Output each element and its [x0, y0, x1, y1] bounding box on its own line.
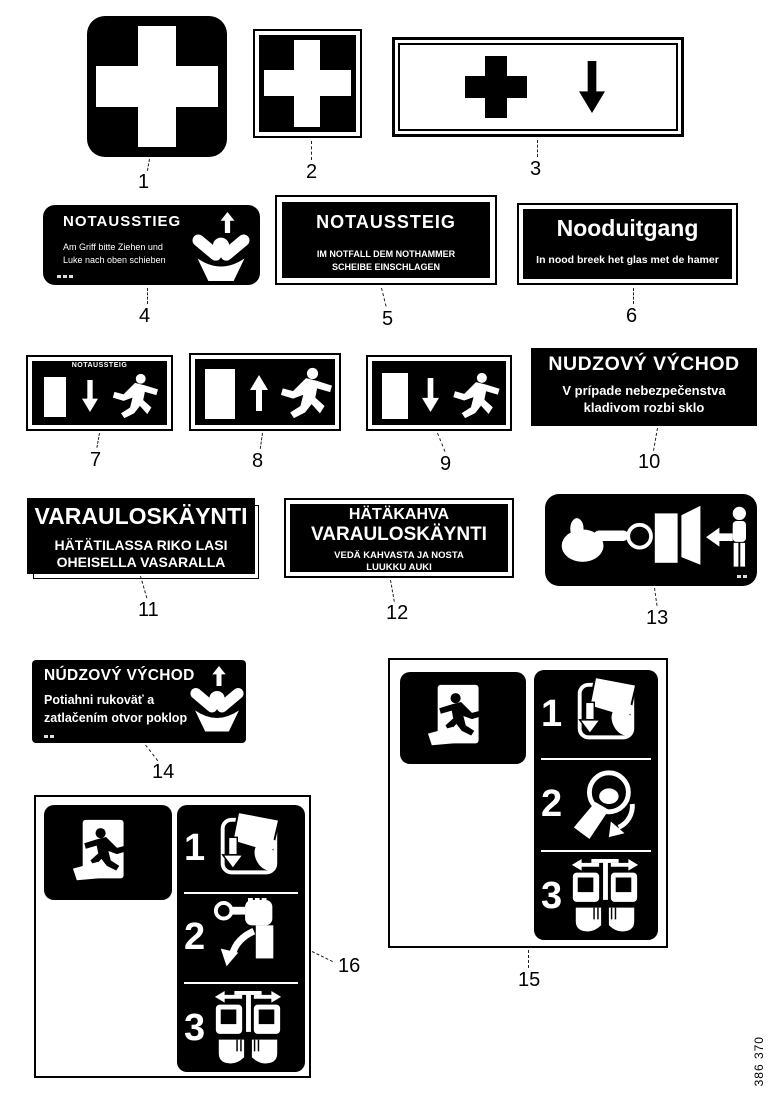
down-arrow-icon — [422, 371, 439, 419]
sign-line: Luke nach oben schieben — [63, 255, 166, 265]
sign-line: IM NOTFALL DEM NOTHAMMER — [316, 249, 456, 259]
turn-lever-icon — [211, 898, 285, 976]
sign-line: SCHEIBE EINSCHLAGEN — [331, 262, 440, 272]
exit-doorway-icon — [426, 681, 500, 755]
leader-line — [528, 950, 529, 968]
pointing-hand-icon — [562, 518, 629, 562]
figure-number: 386 370 — [752, 1036, 766, 1087]
push-hatch-person-icon — [190, 687, 244, 732]
sign-line: VEDÄ KAHVASTA JA NOSTA — [334, 550, 464, 561]
sign-face — [30, 359, 169, 427]
leader-line — [147, 288, 148, 304]
step-3-row — [177, 986, 305, 1070]
sign-title: NOTAUSSTIEG — [63, 213, 182, 230]
sign-varauloskaynti — [27, 498, 255, 574]
sign-first-aid-small — [253, 29, 362, 138]
instruction-panel-16 — [34, 795, 311, 1078]
sign-title: Nooduitgang — [556, 215, 699, 241]
step-1-row — [534, 672, 658, 756]
fine-print-marks — [44, 735, 54, 738]
sign-face — [290, 504, 508, 572]
sign-line: OHEISELLA VASARALLA — [56, 554, 226, 570]
sign-line: kladivom rozbi sklo — [583, 400, 705, 415]
step-number: 1 — [184, 827, 206, 869]
sign-title: NÚDZOVÝ VÝCHOD — [44, 667, 195, 684]
open-door-icon — [655, 506, 701, 565]
step-2-row — [177, 895, 305, 979]
up-arrow-icon — [220, 212, 235, 233]
callout-1: 1 — [138, 171, 150, 193]
sign-exit-down-titled — [26, 355, 173, 431]
leader-line — [145, 745, 158, 761]
leader-line — [381, 288, 387, 307]
step-3-row — [534, 854, 658, 938]
fine-print-marks — [737, 575, 747, 578]
callout-7: 7 — [90, 449, 102, 471]
exit-sign-block — [400, 672, 526, 764]
sign-line: zatlačením otvor poklop — [44, 711, 188, 725]
left-arrow-icon — [706, 528, 733, 547]
press-button-pictogram — [553, 502, 749, 578]
callout-4: 4 — [139, 305, 151, 327]
step-number: 1 — [541, 692, 563, 735]
step-divider — [184, 982, 298, 984]
callout-5: 5 — [382, 308, 394, 330]
sign-line: Potiahni rukoväť a — [44, 693, 155, 707]
leader-line — [633, 288, 634, 304]
leader-line — [311, 141, 312, 160]
leader-line — [654, 588, 657, 606]
leader-line — [653, 428, 658, 451]
leader-line — [140, 576, 147, 598]
step-divider — [184, 892, 298, 894]
up-arrow-icon — [250, 367, 268, 419]
callout-16: 16 — [338, 955, 361, 977]
sign-title: NUDZOVÝ VÝCHOD — [548, 353, 740, 375]
sign-face — [193, 357, 337, 427]
sign-title: VARAULOSKÄYNTI — [311, 524, 487, 545]
pull-cover-icon — [568, 675, 642, 753]
sign-title: NOTAUSSTEIG — [71, 362, 128, 369]
callout-2: 2 — [306, 161, 318, 183]
step-number: 2 — [184, 915, 206, 958]
sign-title: NOTAUSSTEIG — [316, 212, 456, 232]
leader-line — [390, 580, 395, 602]
sign-face — [370, 359, 508, 427]
door-icon — [44, 377, 66, 417]
running-person-icon — [277, 367, 335, 419]
callout-10: 10 — [638, 451, 661, 473]
sign-face — [259, 35, 356, 132]
door-icon — [382, 373, 408, 419]
sign-press-button-door — [545, 494, 757, 586]
exit-doorway-icon — [71, 816, 145, 890]
callout-6: 6 — [626, 305, 638, 327]
sign-nudzovy-vychod-hatch — [32, 660, 246, 743]
sign-line: HÄTÄTILASSA RIKO LASI — [54, 537, 228, 553]
up-arrow-icon — [212, 666, 226, 686]
pull-cover-icon — [211, 810, 285, 888]
door-icon — [205, 369, 235, 419]
sign-inner-frame — [398, 43, 678, 131]
callout-3: 3 — [530, 158, 542, 180]
leader-line — [312, 951, 333, 962]
leader-line — [147, 159, 150, 171]
running-person-icon — [448, 372, 504, 419]
sign-first-aid-below — [392, 37, 684, 137]
push-hatch-person-icon — [191, 234, 251, 281]
sign-exit-down — [366, 355, 512, 431]
sign-line: LUUKKU AUKI — [366, 562, 432, 573]
sign-hatakahva — [284, 498, 514, 578]
steps-block — [177, 805, 305, 1072]
sign-nudzovy-vychod — [531, 348, 757, 426]
standing-person-icon — [733, 507, 746, 567]
step-2-row — [534, 762, 658, 846]
running-person-icon — [108, 373, 162, 419]
callout-9: 9 — [440, 453, 452, 475]
sign-exit-up — [189, 353, 341, 431]
sign-face — [282, 202, 490, 278]
leader-line — [260, 433, 263, 449]
push-doors-apart-icon — [211, 989, 285, 1067]
callout-13: 13 — [646, 607, 669, 629]
step-divider — [541, 758, 651, 760]
sign-line: V prípade nebezpečenstva — [562, 383, 726, 398]
step-divider — [541, 850, 651, 852]
leader-line — [437, 433, 445, 452]
button-icon — [628, 525, 651, 548]
sign-notaussteig-hammer — [275, 195, 497, 285]
first-aid-cross-icon — [87, 16, 227, 157]
step-number: 3 — [541, 874, 563, 917]
sign-face — [523, 209, 732, 279]
steps-block — [534, 670, 658, 940]
push-doors-apart-icon — [568, 857, 642, 935]
leader-line — [96, 433, 100, 448]
sign-line: In nood breek het glas met de hamer — [536, 254, 719, 266]
sign-line: Am Griff bitte Ziehen und — [63, 242, 163, 252]
first-aid-cross-icon — [259, 35, 356, 132]
step-number: 2 — [541, 782, 563, 825]
callout-14: 14 — [152, 761, 175, 783]
fine-print-marks — [57, 275, 73, 278]
sign-title: VARAULOSKÄYNTI — [34, 503, 248, 529]
callout-15: 15 — [518, 969, 541, 991]
callout-8: 8 — [252, 450, 264, 472]
down-arrow-icon — [82, 374, 98, 418]
first-aid-cross-icon — [400, 45, 676, 129]
step-1-row — [177, 807, 305, 890]
callout-12: 12 — [386, 602, 409, 624]
instruction-panel-15 — [388, 658, 668, 948]
step-number: 3 — [184, 1006, 206, 1049]
sign-first-aid-large — [87, 16, 227, 157]
exit-sign-block — [44, 805, 172, 900]
sign-notausstieg-hatch — [43, 205, 260, 285]
callout-11: 11 — [138, 599, 159, 621]
down-arrow-icon — [572, 61, 612, 113]
turn-handle-icon — [568, 765, 642, 843]
sign-nooduitgang — [517, 203, 738, 285]
sign-title: HÄTÄKAHVA — [348, 506, 450, 523]
leader-line — [537, 140, 538, 157]
